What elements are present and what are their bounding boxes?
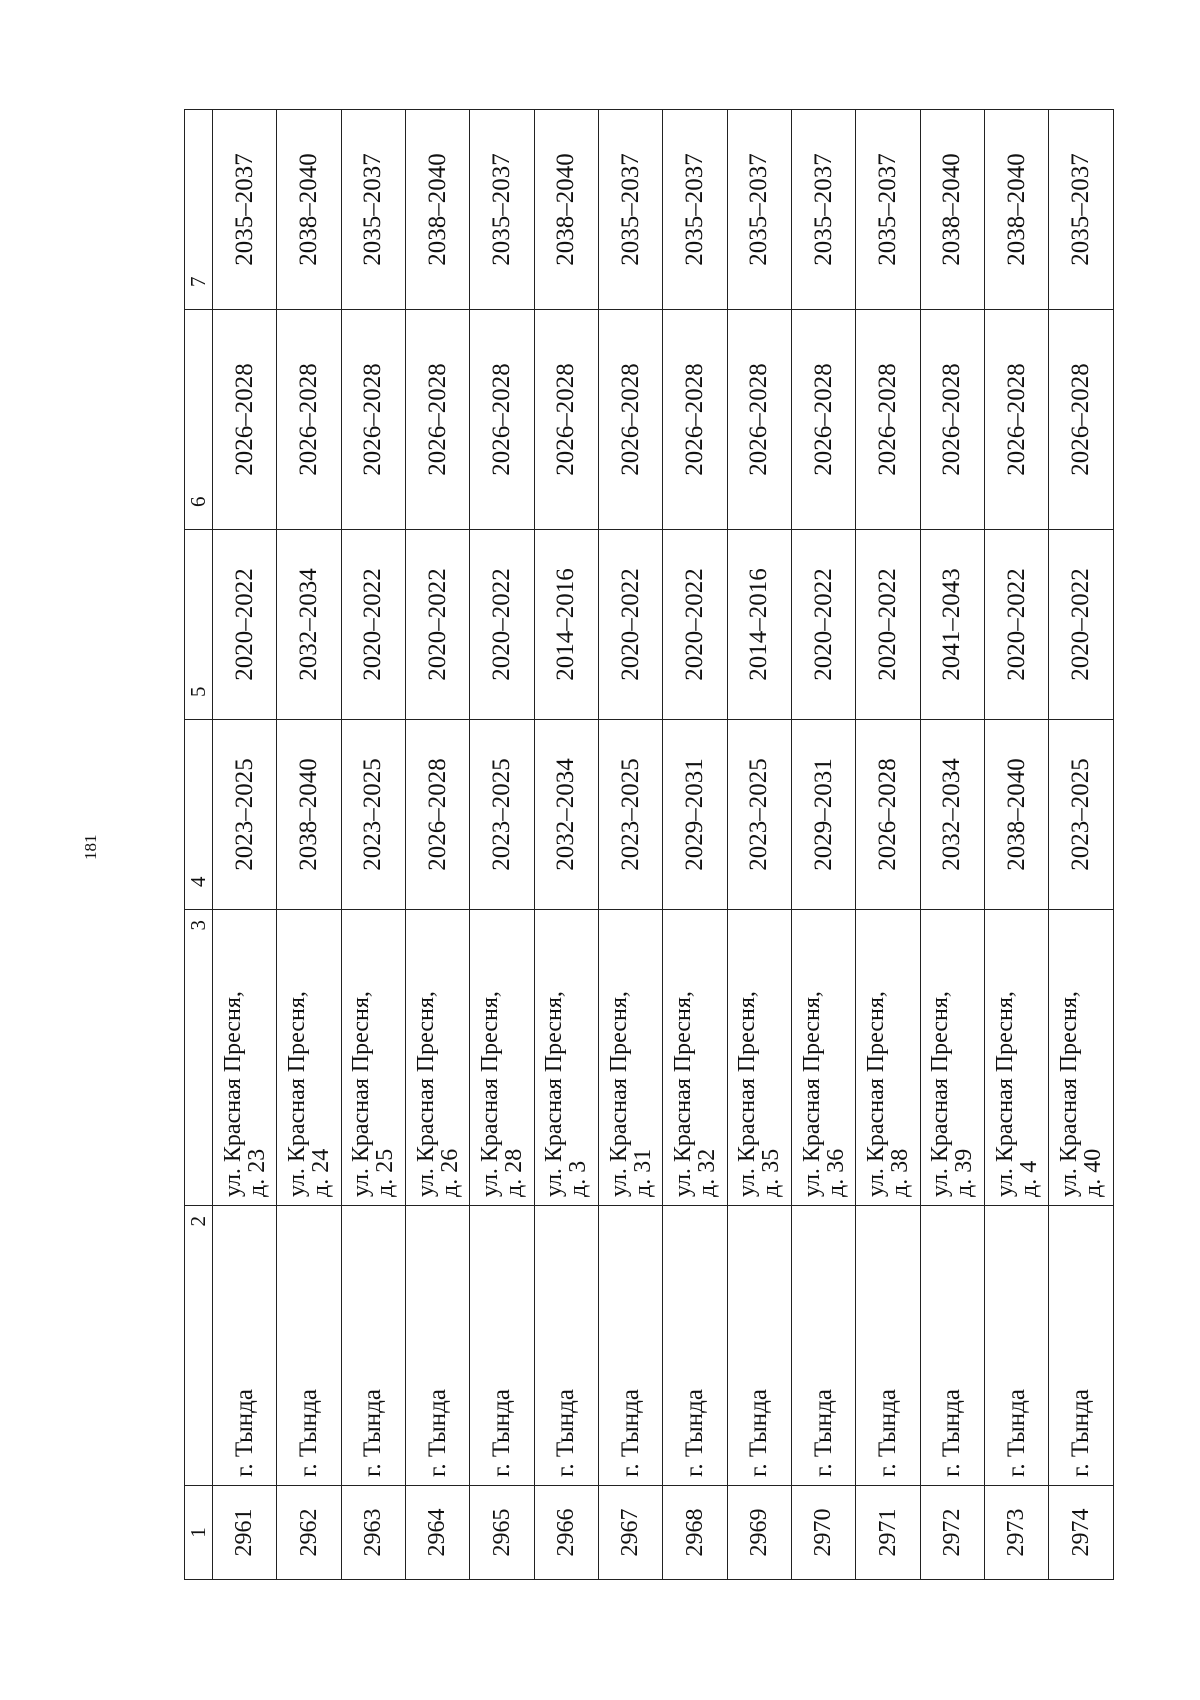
period-cell-4: 2029–2031 <box>663 720 727 910</box>
period-cell-7: 2035–2037 <box>470 110 534 310</box>
period-cell-4: 2032–2034 <box>534 720 598 910</box>
period-cell-6: 2026–2028 <box>406 310 470 530</box>
period-cell-7: 2035–2037 <box>213 110 277 310</box>
period-cell-4: 2026–2028 <box>406 720 470 910</box>
table-row <box>213 110 277 1580</box>
period-cell-6: 2026–2028 <box>470 310 534 530</box>
address-cell <box>663 910 727 1206</box>
address-house: д. 35 <box>758 1148 785 1197</box>
address-house: д. 23 <box>243 1148 270 1197</box>
address-street: ул. Красная Пресня, <box>927 991 954 1197</box>
address-street: ул. Красная Пресня, <box>348 991 375 1197</box>
page-number: 181 <box>81 834 100 860</box>
period-cell-5: 2020–2022 <box>792 530 856 720</box>
row-number-cell: 2965 <box>470 1486 534 1580</box>
period-cell-7: 2038–2040 <box>534 110 598 310</box>
period-cell-5: 2020–2022 <box>663 530 727 720</box>
period-cell-6: 2026–2028 <box>1049 310 1114 530</box>
address-street: ул. Красная Пресня, <box>541 991 568 1197</box>
address-house: д. 40 <box>1080 1148 1107 1197</box>
period-cell-4: 2023–2025 <box>727 720 791 910</box>
address-street: ул. Красная Пресня, <box>219 991 246 1197</box>
table-row <box>727 110 791 1580</box>
table-row <box>985 110 1049 1580</box>
city-cell: г. Тында <box>341 1206 405 1486</box>
period-cell-6: 2026–2028 <box>792 310 856 530</box>
city-cell: г. Тында <box>599 1206 663 1486</box>
address-house: д. 32 <box>694 1148 721 1197</box>
period-cell-6: 2026–2028 <box>856 310 920 530</box>
address-house: д. 4 <box>1015 1160 1042 1197</box>
period-cell-4: 2023–2025 <box>341 720 405 910</box>
period-cell-5: 2020–2022 <box>470 530 534 720</box>
address-house: д. 36 <box>822 1148 849 1197</box>
period-cell-7: 2035–2037 <box>792 110 856 310</box>
address-house: д. 31 <box>629 1148 656 1197</box>
period-cell-6: 2026–2028 <box>727 310 791 530</box>
address-cell <box>727 910 791 1206</box>
period-cell-6: 2026–2028 <box>599 310 663 530</box>
city-cell: г. Тында <box>406 1206 470 1486</box>
period-cell-5: 2020–2022 <box>599 530 663 720</box>
address-cell <box>599 910 663 1206</box>
period-cell-6: 2026–2028 <box>985 310 1049 530</box>
table-row <box>920 110 984 1580</box>
city-cell: г. Тында <box>277 1206 341 1486</box>
table-header-row <box>185 110 213 1580</box>
period-cell-5: 2020–2022 <box>985 530 1049 720</box>
address-house: д. 24 <box>308 1148 335 1197</box>
address-cell <box>920 910 984 1206</box>
registry-table <box>184 109 1114 1580</box>
address-street: ул. Красная Пресня, <box>412 991 439 1197</box>
address-cell <box>534 910 598 1206</box>
address-cell <box>1049 910 1114 1206</box>
table-row <box>277 110 341 1580</box>
period-cell-7: 2035–2037 <box>1049 110 1114 310</box>
address-house: д. 3 <box>565 1160 592 1197</box>
address-cell <box>470 910 534 1206</box>
address-cell <box>792 910 856 1206</box>
period-cell-6: 2026–2028 <box>920 310 984 530</box>
period-cell-4: 2029–2031 <box>792 720 856 910</box>
table-row <box>341 110 405 1580</box>
address-house: д. 38 <box>887 1148 914 1197</box>
table-row <box>534 110 598 1580</box>
row-number-cell: 2968 <box>663 1486 727 1580</box>
period-cell-4: 2038–2040 <box>277 720 341 910</box>
column-header: 6 <box>185 310 213 530</box>
period-cell-5: 2020–2022 <box>341 530 405 720</box>
address-street: ул. Красная Пресня, <box>477 991 504 1197</box>
row-number-cell: 2971 <box>856 1486 920 1580</box>
row-number-cell: 2966 <box>534 1486 598 1580</box>
city-cell: г. Тында <box>985 1206 1049 1486</box>
period-cell-4: 2038–2040 <box>985 720 1049 910</box>
row-number-cell: 2970 <box>792 1486 856 1580</box>
row-number-cell: 2972 <box>920 1486 984 1580</box>
column-header: 7 <box>185 110 213 310</box>
period-cell-5: 2032–2034 <box>277 530 341 720</box>
column-header: 3 <box>185 910 213 1206</box>
period-cell-6: 2026–2028 <box>341 310 405 530</box>
address-cell <box>856 910 920 1206</box>
address-cell <box>341 910 405 1206</box>
address-cell <box>985 910 1049 1206</box>
address-cell <box>213 910 277 1206</box>
column-header: 2 <box>185 1206 213 1486</box>
row-number-cell: 2967 <box>599 1486 663 1580</box>
table-row <box>856 110 920 1580</box>
period-cell-7: 2038–2040 <box>277 110 341 310</box>
address-house: д. 28 <box>501 1148 528 1197</box>
city-cell: г. Тында <box>213 1206 277 1486</box>
period-cell-7: 2038–2040 <box>985 110 1049 310</box>
period-cell-4: 2026–2028 <box>856 720 920 910</box>
period-cell-5: 2020–2022 <box>1049 530 1114 720</box>
period-cell-6: 2026–2028 <box>663 310 727 530</box>
row-number-cell: 2964 <box>406 1486 470 1580</box>
address-street: ул. Красная Пресня, <box>991 991 1018 1197</box>
row-number-cell: 2974 <box>1049 1486 1114 1580</box>
table-row <box>406 110 470 1580</box>
row-number-cell: 2961 <box>213 1486 277 1580</box>
address-house: д. 26 <box>436 1148 463 1197</box>
column-header: 4 <box>185 720 213 910</box>
address-street: ул. Красная Пресня, <box>734 991 761 1197</box>
city-cell: г. Тында <box>792 1206 856 1486</box>
table-row <box>663 110 727 1580</box>
period-cell-7: 2038–2040 <box>920 110 984 310</box>
address-cell <box>277 910 341 1206</box>
row-number-cell: 2962 <box>277 1486 341 1580</box>
address-street: ул. Красная Пресня, <box>863 991 890 1197</box>
address-street: ул. Красная Пресня, <box>670 991 697 1197</box>
table-row <box>599 110 663 1580</box>
period-cell-7: 2035–2037 <box>856 110 920 310</box>
city-cell: г. Тында <box>920 1206 984 1486</box>
period-cell-7: 2035–2037 <box>727 110 791 310</box>
period-cell-6: 2026–2028 <box>534 310 598 530</box>
period-cell-5: 2020–2022 <box>856 530 920 720</box>
period-cell-5: 2041–2043 <box>920 530 984 720</box>
period-cell-7: 2035–2037 <box>341 110 405 310</box>
table-row <box>1049 110 1114 1580</box>
period-cell-4: 2023–2025 <box>599 720 663 910</box>
city-cell: г. Тында <box>1049 1206 1114 1486</box>
address-street: ул. Красная Пресня, <box>798 991 825 1197</box>
row-number-cell: 2963 <box>341 1486 405 1580</box>
period-cell-4: 2023–2025 <box>1049 720 1114 910</box>
period-cell-5: 2020–2022 <box>213 530 277 720</box>
table-row <box>792 110 856 1580</box>
address-house: д. 25 <box>372 1148 399 1197</box>
address-cell <box>406 910 470 1206</box>
column-header: 1 <box>185 1486 213 1580</box>
city-cell: г. Тында <box>470 1206 534 1486</box>
row-number-cell: 2973 <box>985 1486 1049 1580</box>
city-cell: г. Тында <box>856 1206 920 1486</box>
period-cell-7: 2035–2037 <box>599 110 663 310</box>
address-street: ул. Красная Пресня, <box>1056 991 1083 1197</box>
row-number-cell: 2969 <box>727 1486 791 1580</box>
city-cell: г. Тында <box>727 1206 791 1486</box>
period-cell-5: 2014–2016 <box>727 530 791 720</box>
period-cell-4: 2023–2025 <box>470 720 534 910</box>
period-cell-6: 2026–2028 <box>213 310 277 530</box>
period-cell-7: 2038–2040 <box>406 110 470 310</box>
period-cell-6: 2026–2028 <box>277 310 341 530</box>
period-cell-7: 2035–2037 <box>663 110 727 310</box>
period-cell-4: 2032–2034 <box>920 720 984 910</box>
period-cell-5: 2014–2016 <box>534 530 598 720</box>
city-cell: г. Тында <box>663 1206 727 1486</box>
period-cell-5: 2020–2022 <box>406 530 470 720</box>
address-street: ул. Красная Пресня, <box>284 991 311 1197</box>
address-house: д. 39 <box>951 1148 978 1197</box>
table-row <box>470 110 534 1580</box>
table-body <box>213 110 1114 1580</box>
address-street: ул. Красная Пресня, <box>605 991 632 1197</box>
column-header: 5 <box>185 530 213 720</box>
city-cell: г. Тында <box>534 1206 598 1486</box>
registry-table-container <box>184 110 1114 1580</box>
period-cell-4: 2023–2025 <box>213 720 277 910</box>
